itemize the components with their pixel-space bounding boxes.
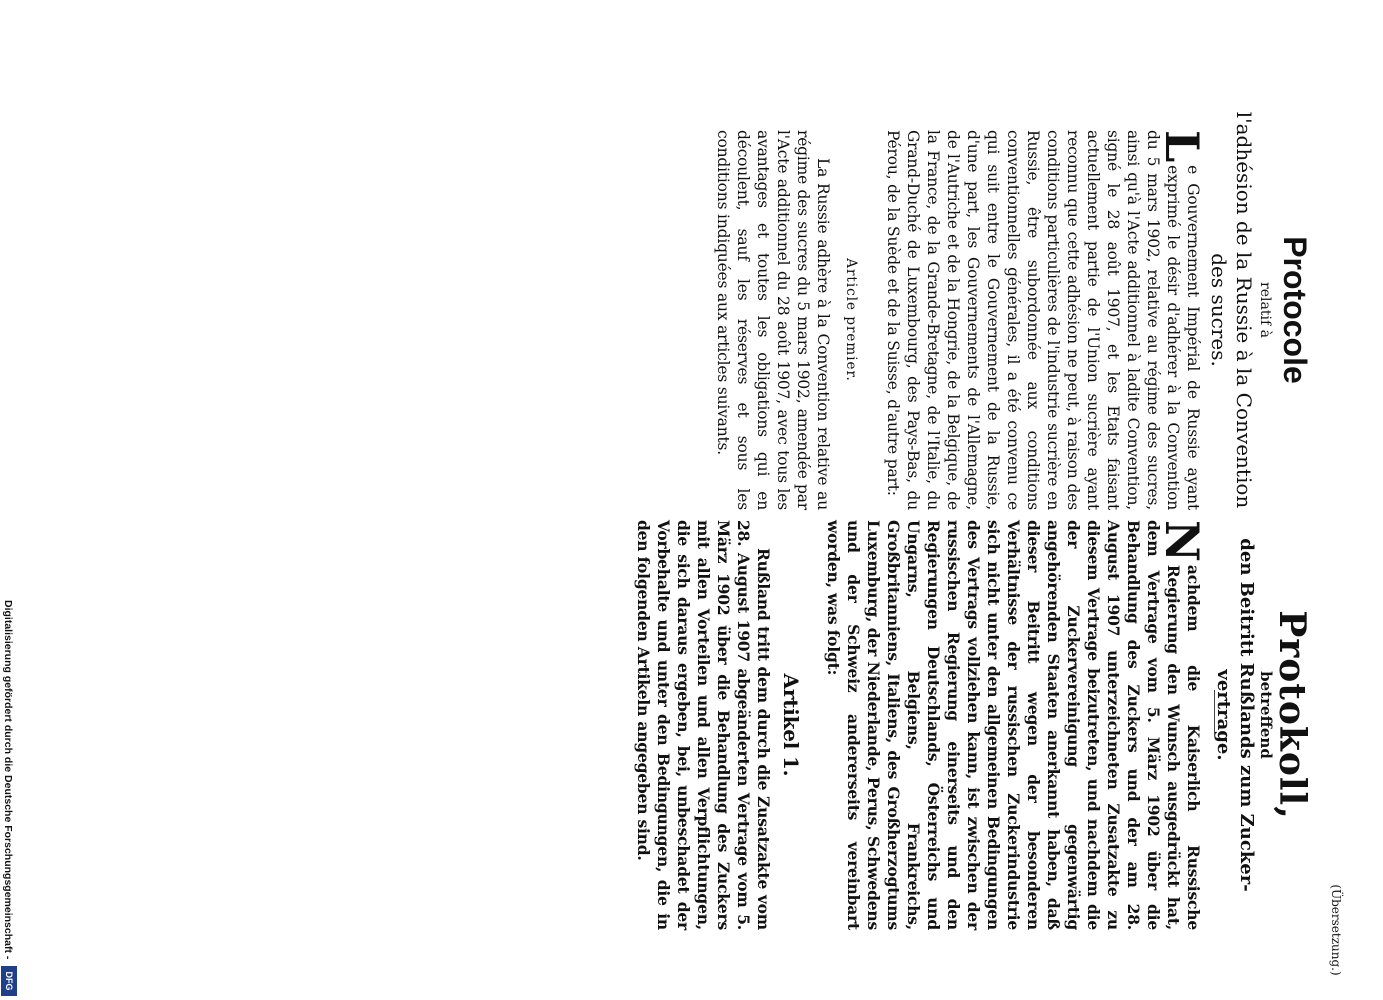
french-article-text: La Russie adhère à la Convention relative au régime des sucres du 5 mars 1902, amendée par l'Acte additionnel du 28 août 1907, avec tous les avantages et toutes les obligations qui en découlent, sauf les réserves et sous les conditions indiquées aux articles suivants. xyxy=(714,130,832,510)
german-preamble xyxy=(823,520,1209,930)
french-preamble xyxy=(883,130,1209,510)
german-relation: betreffend xyxy=(1257,671,1275,759)
german-preamble-text: achdem die Kaiserlich Russische Regierung den Wunsch ausgedrückt hat, dem Vertrage vom 5. März 1902 über die Behandlung des Zuckers und der am 28. August 1907 unterzeichneten Zusatzakte zu diesem Vertrage beizutreten, und nachdem die der Zuckervereinigung gegenwärtig angehörenden Staaten anerkannt haben, daß dieser Beitritt wegen der besonderen Verhältnisse der russischen Zuckerindustrie sich nicht unter den allgemeinen Bedingungen des Vertrags vollziehen kann, ist zwischen der russischen Regierung einerseits und den Regierungen Deutschlands, Österreichs und Ungarns, Belgiens, Frankreichs, Großbritanniens, Italiens, des Großherzogtums Luxemburg, der Niederlande, Perus, Schwedens und der Schweiz andererseits vereinbart worden, was folgt: xyxy=(824,520,1203,930)
french-column xyxy=(713,130,1209,510)
german-column xyxy=(633,520,1209,930)
french-article-heading: Article premier. xyxy=(843,258,859,382)
german-article-heading: Artikel 1. xyxy=(779,673,803,777)
translation-note: (Übersetzung.) xyxy=(1329,884,1343,976)
german-dropcap: N xyxy=(1155,520,1209,562)
french-preamble-text: e Gouvernement Impérial de Russie ayant exprimé le désir d'adhérer à la Convention du 5 mars 1902, relative au régime des sucres, ainsi qu'à l'Acte additionnel à ladite Convention, signé le 28 août 1907, et les Etats faisant actuellement partie de l'Union sucrière ayant reconnu que cette adhésion ne peut, à raison des conditions particulières de l'industrie sucrière en Russie, être subordonnée aux conditions conventionnelles générales, il a été convenu ce qui suit entre le Gouvernement de la Russie, d'une part, les Gouvernements de l'Allemagne, de l'Autriche et de la Hongrie, de la Belgique, de la France, de la Grande-Bretagne, de l'Italie, du Grand-Duché de Luxembourg, des Pays-Bas, du Pérou, de la Suède et de la Suisse, d'autre part: xyxy=(884,130,1202,510)
french-title: Protocole xyxy=(1277,236,1313,384)
french-subject: l'adhésion de la Russie à la Convention des sucres. xyxy=(1207,111,1256,509)
german-article-text: Rußland tritt dem durch die Zusatzakte vom 28. August 1907 abgeänderten Vertrage vom 5. März 1902 über die Behandlung des Zuckers mit allen Vorteilen und allen Verpflichtungen, die sich daraus ergeben, bei, unbeschadet der Vorbehalte und unter den Bedingungen, die in den folgenden Artikeln angegeben sind. xyxy=(634,520,773,930)
german-subject: den Beitritt Rußlands zum Zucker-vertrage. xyxy=(1213,538,1257,892)
credit-text: Digitalisierung gefördert durch die Deutsche Forschungsgemeinschaft - xyxy=(2,600,14,960)
dfg-logo-text: DFG xyxy=(4,971,14,991)
french-dropcap: L xyxy=(1155,130,1209,163)
german-title: Protokoll, xyxy=(1271,610,1313,820)
french-relation: relatif à xyxy=(1257,282,1273,338)
